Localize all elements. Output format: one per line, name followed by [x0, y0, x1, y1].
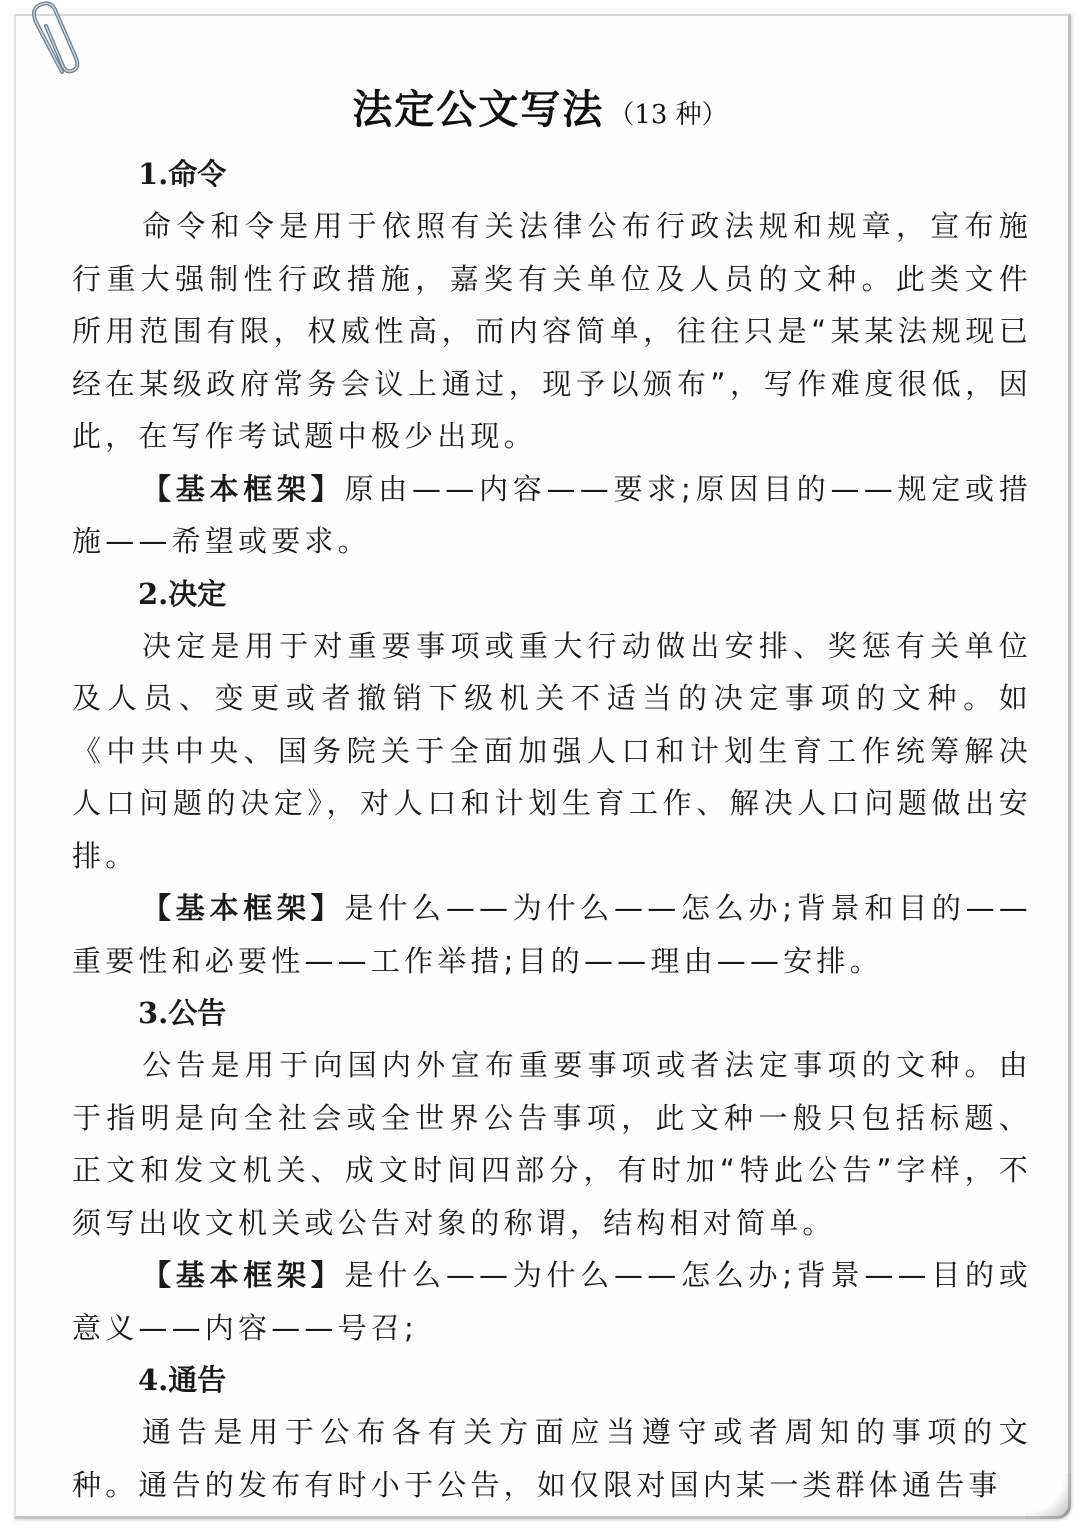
section-body: 命令和令是用于依照有关法律公布行政法规和规章，宣布施行重大强制性行政措施，嘉奖有关单位及人员的文种。此类文件所用范围有限，权威性高，而内容简单，往往只是“某某法规现已经在某级政府常务会议上通过，现予以颁布”，写作难度很低，因此，在写作考试题中极少出现。	[72, 209, 1032, 453]
section-heading: 3.公告	[138, 996, 227, 1030]
section-heading: 1.命令	[138, 157, 227, 191]
section-command	[72, 148, 1032, 568]
section-body: 通告是用于公布各有关方面应当遵守或者周知的事项的文种。通告的发布有时小于公告，如仅限对国内某一类群体通告事	[72, 1415, 1032, 1502]
framework-label: 【基本框架】	[142, 891, 345, 925]
title-main: 法定公文写法	[352, 86, 605, 133]
section-body: 决定是用于对重要事项或重大行动做出安排、奖惩有关单位及人员、变更或者撤销下级机关不适当的决定事项的文种。如《中共中央、国务院关于全面加强人口和计划生育工作统筹解决人口问题的决定》，对人口和计划生育工作、解决人口问题做出安排。	[72, 628, 1032, 873]
section-body: 公告是用于向国内外宣布重要事项或者法定事项的文种。由于指明是向全社会或全世界公告事项，此文种一般只包括标题、正文和发文机关、成文时间四部分，有时加“特此公告”字样，不须写出收文机关或公告对象的称谓，结构相对简单。	[72, 1048, 1032, 1240]
section-announcement	[72, 987, 1032, 1354]
title-suffix: （13 种）	[608, 100, 728, 130]
section-decision	[72, 568, 1032, 988]
framework-label: 【基本框架】	[142, 471, 345, 506]
section-framework	[72, 1249, 1032, 1354]
document-body	[72, 148, 1032, 1511]
section-heading: 2.决定	[138, 576, 227, 611]
section-framework	[72, 463, 1032, 568]
framework-label: 【基本框架】	[142, 1258, 345, 1292]
framework-text: 是什么——为什么——怎么办;背景——目的或意义——内容——号召;	[72, 1258, 1032, 1345]
framework-text: 原由——内容——要求;原因目的——规定或措施——希望或要求。	[72, 471, 1032, 558]
section-framework	[72, 882, 1032, 987]
paperclip-icon	[22, 0, 92, 80]
framework-text: 是什么——为什么——怎么办;背景和目的——重要性和必要性——工作举措;目的——理由——安排。	[72, 891, 1032, 978]
section-notice	[72, 1354, 1032, 1511]
section-heading: 4.通告	[138, 1363, 227, 1397]
page-title	[0, 78, 1080, 135]
